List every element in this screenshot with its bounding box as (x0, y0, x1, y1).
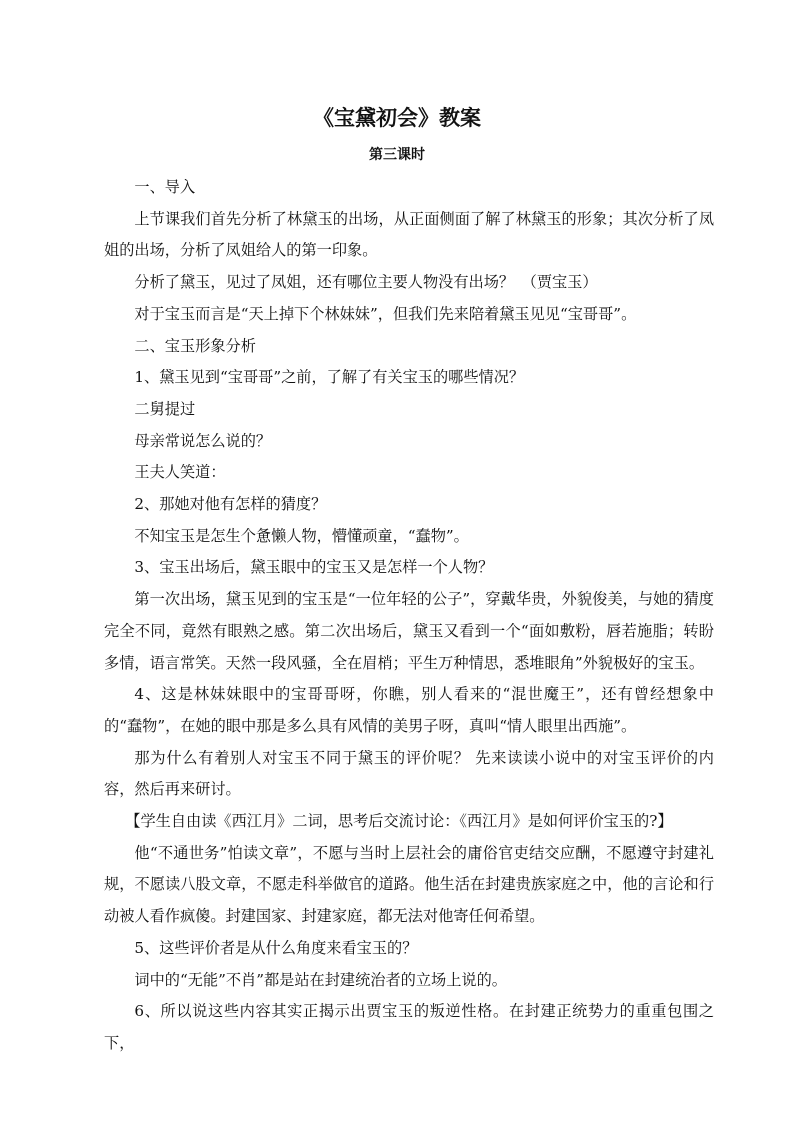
document-subtitle: 第三课时 (369, 147, 425, 163)
paragraph: 他“不通世务”怕读文章”，不愿与当时上层社会的庸俗官吏结交应酬，不愿遵守封建礼规，不愿读八股文章，不愿走科举做官的道路。他生活在封建贵族家庭之中，他的言论和行动被人看作疯傻。封建国家、封建家庭，都无法对他寄任何希望。 (104, 843, 714, 926)
paragraph: 二舅提过 (134, 399, 196, 418)
activity-note: 【学生自由读《西江月》二词，思考后交流讨论：《西江月》是如何评价宝玉的?】 (125, 812, 673, 831)
question: 5、这些评价者是从什么角度来看宝玉的？ (134, 938, 418, 957)
paragraph: 对于宝玉而言是“天上掉下个林妹妹”，但我们先来陪着黛玉见见“宝哥哥”。 (134, 304, 637, 323)
paragraph: 母亲常说怎么说的？ (134, 431, 272, 450)
paragraph: 不知宝玉是怎生个惫懒人物，懵懂顽童，“蠢物”。 (134, 526, 469, 545)
section-heading: 一、导入 (134, 178, 196, 196)
paragraph: 6、所以说这些内容其实正揭示出贾宝玉的叛逆性格。在封建正统势力的重重包围之下， (104, 1002, 714, 1052)
question: 2、那她对他有怎样的猜度？ (134, 495, 327, 514)
paragraph: 那为什么有着别人对宝玉不同于黛玉的评价呢？ 先来读读小说中的对宝玉评价的内容，然后再来研讨。 (104, 748, 714, 799)
paragraph: 王夫人笑道： (134, 463, 226, 482)
question: 1、黛玉见到“宝哥哥”之前，了解了有关宝玉的哪些情况？ (134, 368, 525, 387)
paragraph: 词中的“无能”不肖”都是站在封建统治者的立场上说的。 (134, 970, 507, 989)
paragraph: 上节课我们首先分析了林黛玉的出场，从正面侧面了解了林黛玉的形象；其次分析了凤姐的出场，分析了凤姐给人的第一印象。 (104, 209, 714, 260)
document-title: 《宝黛初会》教案 (313, 106, 481, 130)
paragraph: 4、这是林妹妹眼中的宝哥哥呀，你瞧，别人看来的“混世魔王”，还有曾经想象中的“蠢物”，在她的眼中那是多么具有风情的美男子呀，真叫“情人眼里出西施”。 (104, 685, 714, 735)
paragraph: 第一次出场，黛玉见到的宝玉是“一位年轻的公子”，穿戴华贵，外貌俊美，与她的猜度完全不同，竟然有眼熟之感。第二次出场后，黛玉又看到一个“面如敷粉，唇若施脂；转盼多情，语言常笑。天然一段风骚，全在眉梢；平生万种情思，悉堆眼角”外貌极好的宝玉。 (104, 590, 714, 672)
paragraph: 分析了黛玉，见过了凤姐，还有哪位主要人物没有出场？ （贾宝玉） (134, 273, 598, 292)
section-heading: 二、宝玉形象分析 (134, 336, 256, 355)
question: 3、宝玉出场后，黛玉眼中的宝玉又是怎样一个人物？ (134, 558, 494, 577)
document-body (104, 172, 714, 1060)
